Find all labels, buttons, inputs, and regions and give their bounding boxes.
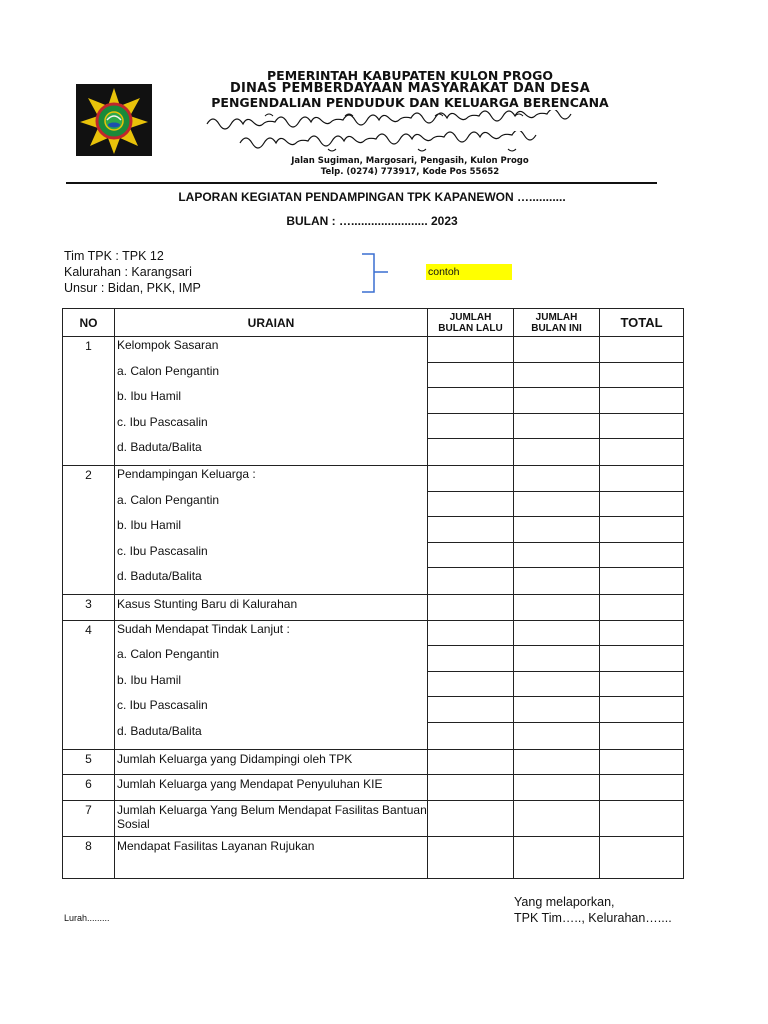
letterhead-address: Jalan Sugiman, Margosari, Pengasih, Kulon Progo — [291, 156, 529, 166]
header-bulan-ini — [514, 309, 600, 337]
value-bulan-lalu-input[interactable] — [428, 697, 513, 723]
header-bulan-ini-line-1: JUMLAH — [535, 311, 578, 323]
value-total-cell[interactable] — [600, 594, 684, 620]
value-bulan-ini-input[interactable] — [514, 414, 599, 440]
row-description — [115, 800, 428, 836]
description-item: b. Ibu Hamil — [117, 389, 182, 404]
value-total-input[interactable] — [600, 543, 683, 569]
value-bulan-ini-input[interactable] — [514, 697, 599, 723]
value-bulan-ini-cell[interactable] — [514, 594, 600, 620]
value-bulan-lalu-input[interactable] — [428, 568, 513, 594]
value-bulan-ini-input[interactable] — [514, 775, 599, 800]
description-item: c. Ibu Pascasalin — [117, 698, 208, 713]
info-tim: Tim TPK : TPK 12 — [64, 249, 164, 263]
value-bulan-ini-cell[interactable] — [514, 775, 600, 801]
value-total-input[interactable] — [600, 568, 683, 594]
description-item: Mendapat Fasilitas Layanan Rujukan — [117, 838, 315, 853]
value-bulan-ini-input[interactable] — [514, 388, 599, 414]
value-total-cell[interactable] — [600, 836, 684, 878]
table-header-row — [63, 309, 684, 337]
value-total-input[interactable] — [600, 414, 683, 440]
value-bulan-lalu-input[interactable] — [428, 775, 513, 800]
value-bulan-ini-input[interactable] — [514, 337, 599, 363]
description-item: Sudah Mendapat Tindak Lanjut : — [117, 621, 290, 636]
kulon-progo-logo — [76, 84, 152, 156]
report-table — [62, 308, 684, 879]
description-item: a. Calon Pengantin — [117, 363, 220, 378]
value-bulan-ini-input[interactable] — [514, 621, 599, 647]
description-item: Pendampingan Keluarga : — [117, 466, 256, 481]
header-bulan-ini-line-2: BULAN INI — [531, 322, 582, 334]
row-number: 8 — [63, 836, 115, 878]
value-bulan-lalu-cell[interactable] — [428, 594, 514, 620]
reporter-name: TPK Tim….., Kelurahan….... — [514, 911, 672, 925]
row-number: 5 — [63, 749, 115, 775]
report-month: BULAN : …....................... 2023 — [286, 214, 458, 228]
value-bulan-ini-input[interactable] — [514, 543, 599, 569]
value-bulan-lalu-input[interactable] — [428, 517, 513, 543]
value-bulan-lalu-cell[interactable] — [428, 465, 514, 594]
value-bulan-lalu-input[interactable] — [428, 646, 513, 672]
value-bulan-lalu-cell[interactable] — [428, 337, 514, 466]
table-row — [63, 749, 684, 775]
description-item: b. Ibu Hamil — [117, 672, 182, 687]
description-item: c. Ibu Pascasalin — [117, 543, 208, 558]
value-bulan-ini-input[interactable] — [514, 363, 599, 389]
info-unsur: Unsur : Bidan, PKK, IMP — [64, 281, 201, 295]
value-bulan-ini-input[interactable] — [514, 672, 599, 698]
value-total-input[interactable] — [600, 672, 683, 698]
value-bulan-lalu-input[interactable] — [428, 388, 513, 414]
table-row — [63, 337, 684, 466]
value-bulan-lalu-input[interactable] — [428, 543, 513, 569]
row-description — [115, 836, 428, 878]
table-row — [63, 775, 684, 801]
row-number: 1 — [63, 337, 115, 466]
value-bulan-lalu-input[interactable] — [428, 439, 513, 465]
value-total-input[interactable] — [600, 388, 683, 414]
value-total-input[interactable] — [600, 492, 683, 518]
value-total-input[interactable] — [600, 466, 683, 492]
value-bulan-ini-input[interactable] — [514, 466, 599, 492]
value-bulan-lalu-input[interactable] — [428, 492, 513, 518]
row-description — [115, 594, 428, 620]
description-item: a. Calon Pengantin — [117, 492, 220, 507]
value-bulan-ini-cell[interactable] — [514, 465, 600, 594]
value-total-input[interactable] — [600, 646, 683, 672]
header-uraian: URAIAN — [115, 309, 428, 337]
info-kalurahan: Kalurahan : Karangsari — [64, 265, 192, 279]
value-bulan-lalu-input[interactable] — [428, 414, 513, 440]
description-item: a. Calon Pengantin — [117, 647, 220, 662]
value-total-input[interactable] — [600, 775, 683, 800]
value-total-input[interactable] — [600, 750, 683, 775]
value-bulan-lalu-input[interactable] — [428, 337, 513, 363]
value-bulan-lalu-input[interactable] — [428, 672, 513, 698]
header-total: TOTAL — [600, 309, 684, 337]
value-bulan-ini-input[interactable] — [514, 837, 599, 878]
javanese-script-line-2 — [238, 131, 568, 153]
value-bulan-ini-cell[interactable] — [514, 800, 600, 836]
description-item: b. Ibu Hamil — [117, 518, 182, 533]
table-row — [63, 465, 684, 594]
value-bulan-lalu-input[interactable] — [428, 837, 513, 878]
report-title: LAPORAN KEGIATAN PENDAMPINGAN TPK KAPANEWON …........... — [178, 190, 566, 204]
description-item: Jumlah Keluarga Yang Belum Mendapat Fasilitas Bantuan Sosial — [117, 802, 427, 831]
value-bulan-lalu-cell[interactable] — [428, 620, 514, 749]
row-number: 6 — [63, 775, 115, 801]
value-bulan-lalu-cell[interactable] — [428, 836, 514, 878]
row-number: 3 — [63, 594, 115, 620]
value-total-cell[interactable] — [600, 749, 684, 775]
value-total-input[interactable] — [600, 621, 683, 647]
value-total-input[interactable] — [600, 439, 683, 465]
row-number: 2 — [63, 465, 115, 594]
value-bulan-ini-input[interactable] — [514, 646, 599, 672]
value-bulan-ini-input[interactable] — [514, 439, 599, 465]
table-row — [63, 800, 684, 836]
header-bulan-lalu-line-1: JUMLAH — [449, 311, 492, 323]
description-item: c. Ibu Pascasalin — [117, 414, 208, 429]
value-bulan-lalu-cell[interactable] — [428, 775, 514, 801]
row-description — [115, 749, 428, 775]
row-description — [115, 620, 428, 749]
value-bulan-ini-input[interactable] — [514, 595, 599, 620]
example-note: contoh — [426, 264, 512, 280]
value-bulan-lalu-cell[interactable] — [428, 749, 514, 775]
table-row — [63, 594, 684, 620]
letterhead-divider — [66, 182, 657, 184]
value-total-cell[interactable] — [600, 620, 684, 749]
value-bulan-lalu-input[interactable] — [428, 595, 513, 620]
value-total-cell[interactable] — [600, 337, 684, 466]
value-bulan-ini-input[interactable] — [514, 723, 599, 749]
value-total-input[interactable] — [600, 595, 683, 620]
bracket-shape — [360, 253, 390, 293]
description-item: Kelompok Sasaran — [117, 338, 219, 352]
row-number: 7 — [63, 800, 115, 836]
value-bulan-ini-input[interactable] — [514, 750, 599, 775]
lurah-signature: Lurah......... — [64, 913, 110, 923]
description-item: Jumlah Keluarga yang Mendapat Penyuluhan KIE — [117, 777, 383, 792]
description-item: d. Baduta/Balita — [117, 569, 202, 584]
value-bulan-lalu-input[interactable] — [428, 750, 513, 775]
value-bulan-lalu-input[interactable] — [428, 466, 513, 492]
row-description — [115, 465, 428, 594]
header-bulan-lalu-line-2: BULAN LALU — [438, 322, 503, 334]
row-description — [115, 337, 428, 466]
javanese-script-line-1 — [205, 110, 585, 132]
table-row — [63, 620, 684, 749]
value-total-input[interactable] — [600, 801, 683, 836]
value-bulan-lalu-cell[interactable] — [428, 800, 514, 836]
value-bulan-lalu-input[interactable] — [428, 621, 513, 647]
value-total-cell[interactable] — [600, 775, 684, 801]
value-bulan-lalu-input[interactable] — [428, 363, 513, 389]
value-total-input[interactable] — [600, 723, 683, 749]
value-bulan-lalu-input[interactable] — [428, 723, 513, 749]
header-bulan-lalu — [428, 309, 514, 337]
value-total-cell[interactable] — [600, 465, 684, 594]
value-bulan-ini-cell[interactable] — [514, 337, 600, 466]
value-total-input[interactable] — [600, 363, 683, 389]
value-bulan-ini-input[interactable] — [514, 517, 599, 543]
value-total-input[interactable] — [600, 697, 683, 723]
letterhead-line-2: DINAS PEMBERDAYAAN MASYARAKAT DAN DESA — [229, 81, 591, 96]
value-bulan-ini-input[interactable] — [514, 492, 599, 518]
value-total-input[interactable] — [600, 337, 683, 363]
description-item: d. Baduta/Balita — [117, 723, 202, 738]
value-total-input[interactable] — [600, 837, 683, 878]
description-item: Jumlah Keluarga yang Didampingi oleh TPK — [117, 751, 353, 766]
letterhead-line-1: PEMERINTAH KABUPATEN KULON PROGO — [267, 68, 553, 83]
description-item: d. Baduta/Balita — [117, 440, 202, 455]
header-no: NO — [63, 309, 115, 337]
reporter-label: Yang melaporkan, — [514, 895, 615, 909]
value-bulan-ini-cell[interactable] — [514, 620, 600, 749]
value-total-input[interactable] — [600, 517, 683, 543]
value-total-cell[interactable] — [600, 800, 684, 836]
row-description — [115, 775, 428, 801]
row-number: 4 — [63, 620, 115, 749]
value-bulan-ini-cell[interactable] — [514, 836, 600, 878]
value-bulan-lalu-input[interactable] — [428, 801, 513, 836]
value-bulan-ini-input[interactable] — [514, 568, 599, 594]
value-bulan-ini-cell[interactable] — [514, 749, 600, 775]
value-bulan-ini-input[interactable] — [514, 801, 599, 836]
letterhead-line-3: PENGENDALIAN PENDUDUK DAN KELUARGA BERENCANA — [211, 95, 609, 110]
description-item: Kasus Stunting Baru di Kalurahan — [117, 596, 298, 611]
letterhead-phone: Telp. (0274) 773917, Kode Pos 55652 — [320, 167, 500, 177]
table-row — [63, 836, 684, 878]
